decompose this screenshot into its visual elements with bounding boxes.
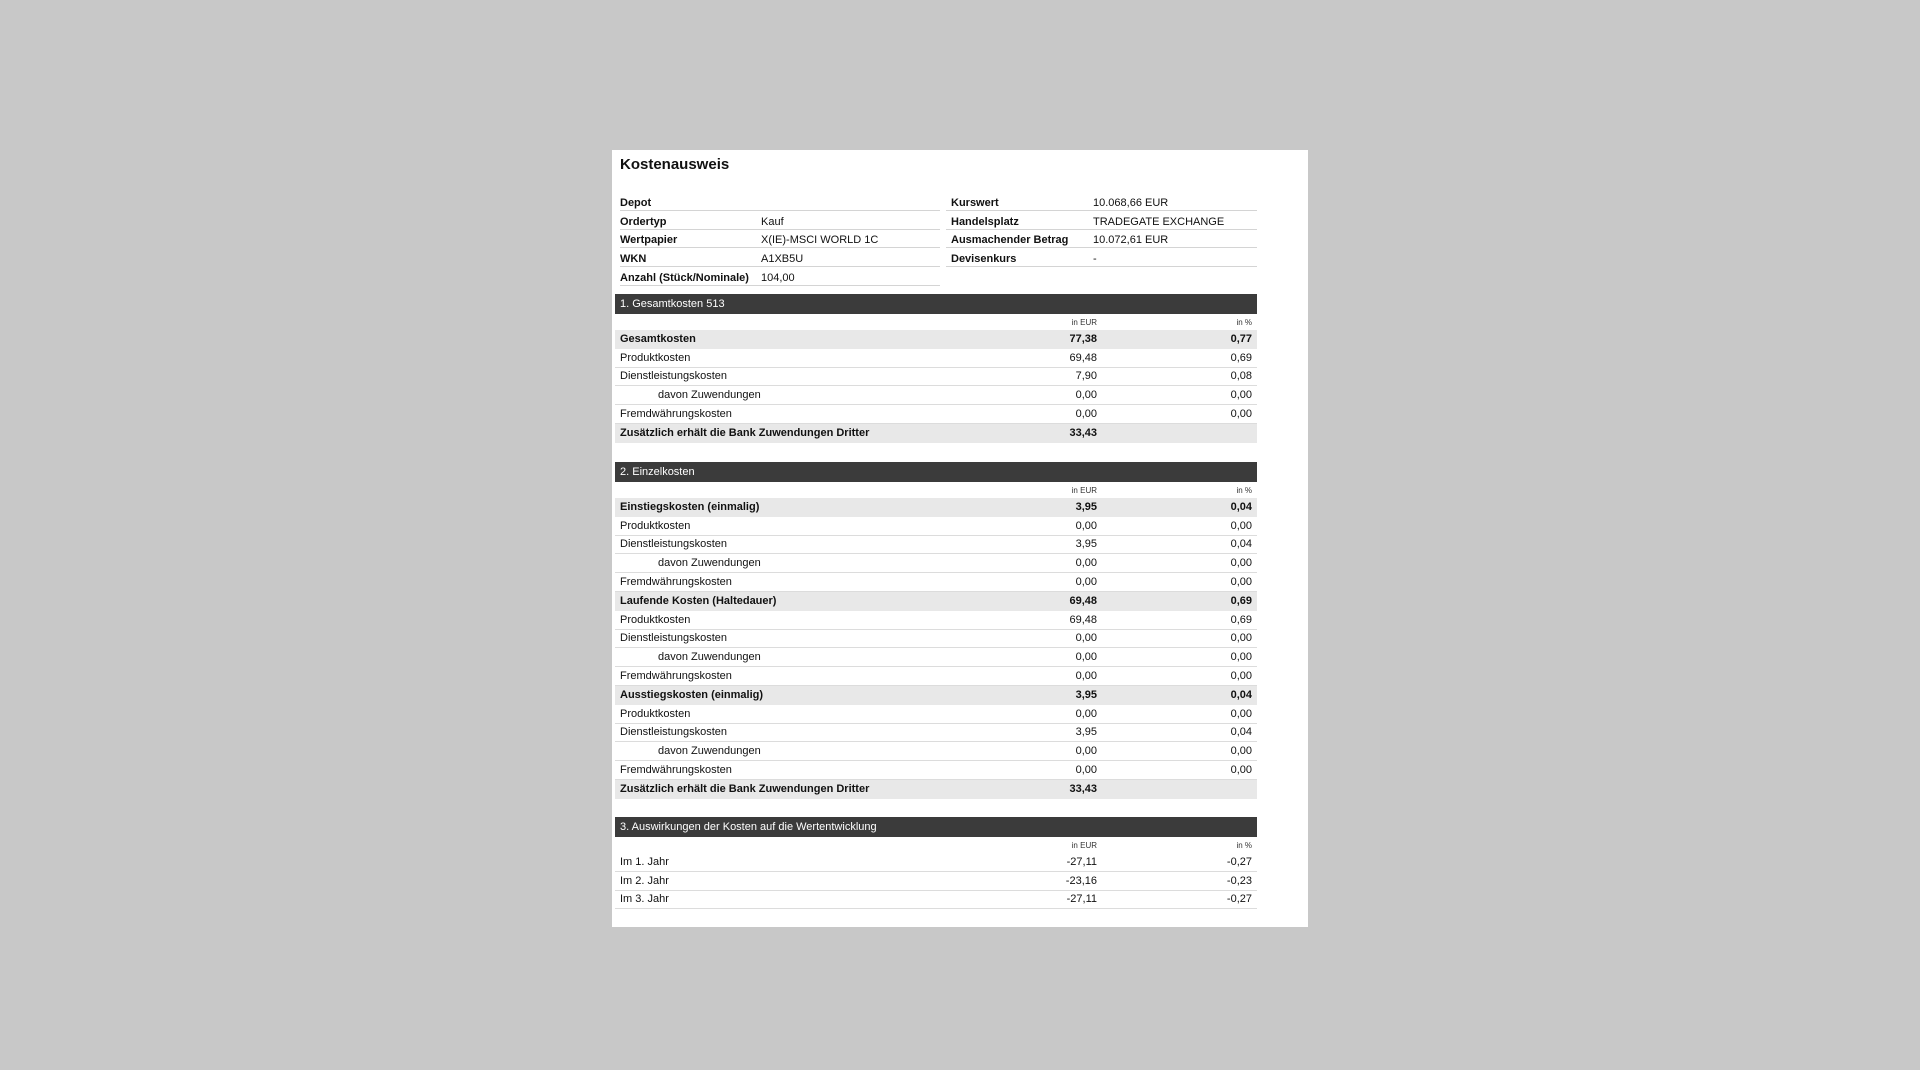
section-cost-impact: [615, 817, 1257, 909]
row-label: Fremdwährungskosten: [620, 408, 732, 421]
row-label: Fremdwährungskosten: [620, 576, 732, 589]
row-label: Im 1. Jahr: [620, 855, 669, 868]
value-eur: -27,11: [1066, 893, 1097, 906]
info-row: [946, 211, 1257, 230]
value-eur: 3,95: [1075, 688, 1097, 701]
unit-pct: in %: [1236, 840, 1252, 850]
table-row: [615, 742, 1257, 761]
unit-eur: in EUR: [1071, 485, 1097, 495]
row-label: Zusätzlich erhält die Bank Zuwendungen Dritter: [620, 782, 870, 795]
table-row: [615, 630, 1257, 649]
value-eur: 77,38: [1069, 332, 1097, 345]
info-value: A1XB5U: [761, 253, 804, 266]
info-row: [620, 248, 940, 267]
info-label: Kurswert: [951, 196, 999, 209]
value-pct: 0,00: [1230, 576, 1252, 589]
table-row: [615, 349, 1257, 368]
value-pct: 0,00: [1230, 408, 1252, 421]
value-pct: 0,00: [1230, 707, 1252, 720]
value-pct: 0,00: [1230, 745, 1252, 758]
order-info-left: [620, 192, 940, 286]
value-eur: 3,95: [1075, 500, 1097, 513]
value-eur: 0,00: [1075, 519, 1097, 532]
info-label: Anzahl (Stück/Nominale): [620, 271, 749, 284]
value-eur: 0,00: [1075, 670, 1097, 683]
table-row: [615, 536, 1257, 555]
info-row: [946, 248, 1257, 267]
row-label: Produktkosten: [620, 519, 691, 532]
row-label: davon Zuwendungen: [658, 557, 761, 570]
value-pct: 0,00: [1230, 670, 1252, 683]
info-row: [620, 192, 940, 211]
row-label: Laufende Kosten (Haltedauer): [620, 594, 777, 607]
table-row: [615, 891, 1257, 910]
page-title: Kostenausweis: [620, 156, 730, 173]
value-pct: 0,69: [1230, 613, 1252, 626]
cost-statement-page: [612, 150, 1308, 927]
section-header: 1. Gesamtkosten 513: [615, 294, 1257, 314]
value-pct: -0,23: [1226, 874, 1252, 887]
section-total-costs: [615, 294, 1257, 443]
info-value: Kauf: [761, 215, 784, 228]
info-label: Ordertyp: [620, 215, 667, 228]
value-eur: 7,90: [1075, 370, 1097, 383]
value-eur: 0,00: [1075, 745, 1097, 758]
value-pct: 0,00: [1230, 389, 1252, 402]
value-pct: 0,00: [1230, 764, 1252, 777]
value-pct: 0,00: [1230, 651, 1252, 664]
unit-eur: in EUR: [1071, 840, 1097, 850]
unit-eur: in EUR: [1071, 317, 1097, 327]
row-label: Gesamtkosten: [620, 332, 696, 345]
value-eur: -27,11: [1066, 855, 1097, 868]
info-label: WKN: [620, 253, 647, 266]
info-label: Ausmachender Betrag: [951, 234, 1069, 247]
table-row: [615, 853, 1257, 872]
value-pct: 0,00: [1230, 519, 1252, 532]
row-label: Einstiegskosten (einmalig): [620, 500, 760, 513]
row-label: Dienstleistungskosten: [620, 632, 728, 645]
row-label: Dienstleistungskosten: [620, 538, 728, 551]
row-label: davon Zuwendungen: [658, 389, 761, 402]
value-pct: 0,04: [1230, 688, 1252, 701]
value-pct: 0,04: [1230, 538, 1252, 551]
row-label: Produktkosten: [620, 613, 691, 626]
unit-pct: in %: [1236, 317, 1252, 327]
table-row: [615, 405, 1257, 424]
table-row: [615, 386, 1257, 405]
info-value: X(IE)-MSCI WORLD 1C: [761, 234, 879, 247]
value-eur: 0,00: [1075, 576, 1097, 589]
table-row: [615, 554, 1257, 573]
row-label: Produktkosten: [620, 707, 691, 720]
row-label: davon Zuwendungen: [658, 651, 761, 664]
value-eur: 33,43: [1069, 426, 1097, 439]
value-pct: 0,77: [1230, 332, 1252, 345]
info-value: 10.068,66 EUR: [1093, 196, 1169, 209]
table-row: [615, 872, 1257, 891]
table-row: [615, 648, 1257, 667]
table-row: [615, 368, 1257, 387]
table-row: [615, 611, 1257, 630]
unit-row: [615, 482, 1257, 498]
value-eur: 0,00: [1075, 651, 1097, 664]
info-label: Wertpapier: [620, 234, 678, 247]
value-eur: 0,00: [1075, 707, 1097, 720]
row-label: Zusätzlich erhält die Bank Zuwendungen Dritter: [620, 426, 870, 439]
info-value: -: [1093, 253, 1097, 266]
value-pct: -0,27: [1226, 855, 1252, 868]
table-row: [615, 686, 1257, 705]
value-eur: 69,48: [1069, 613, 1097, 626]
value-eur: 3,95: [1075, 538, 1097, 551]
section-header: 3. Auswirkungen der Kosten auf die Wertentwicklung: [615, 817, 1257, 837]
value-eur: 0,00: [1075, 389, 1097, 402]
value-pct: 0,00: [1230, 557, 1252, 570]
value-eur: 0,00: [1075, 632, 1097, 645]
value-pct: 0,04: [1230, 726, 1252, 739]
unit-pct: in %: [1236, 485, 1252, 495]
table-row: [615, 573, 1257, 592]
order-info-right: [946, 192, 1257, 267]
value-eur: -23,16: [1065, 874, 1097, 887]
row-label: Fremdwährungskosten: [620, 670, 732, 683]
info-value: 10.072,61 EUR: [1093, 234, 1169, 247]
section-single-costs: [615, 462, 1257, 799]
value-eur: 69,48: [1069, 351, 1097, 364]
value-eur: 33,43: [1069, 782, 1097, 795]
row-label: davon Zuwendungen: [658, 745, 761, 758]
table-row: [615, 780, 1257, 799]
value-pct: 0,69: [1230, 351, 1252, 364]
table-row: [615, 592, 1257, 611]
value-pct: 0,04: [1230, 500, 1252, 513]
info-row: [946, 230, 1257, 249]
info-row: [620, 267, 940, 286]
table-row: [615, 667, 1257, 686]
info-row: [620, 211, 940, 230]
table-row: [615, 330, 1257, 349]
value-pct: 0,08: [1230, 370, 1252, 383]
row-label: Fremdwährungskosten: [620, 764, 732, 777]
row-label: Dienstleistungskosten: [620, 726, 728, 739]
value-pct: 0,00: [1230, 632, 1252, 645]
row-label: Ausstiegskosten (einmalig): [620, 688, 764, 701]
info-label: Handelsplatz: [951, 215, 1019, 228]
table-row: [615, 517, 1257, 536]
value-eur: 0,00: [1075, 557, 1097, 570]
unit-row: [615, 314, 1257, 330]
unit-row: [615, 837, 1257, 853]
value-eur: 3,95: [1075, 726, 1097, 739]
row-label: Im 2. Jahr: [620, 874, 669, 887]
info-value: 104,00: [761, 271, 795, 284]
value-pct: 0,69: [1230, 594, 1252, 607]
table-row: [615, 424, 1257, 443]
row-label: Produktkosten: [620, 351, 691, 364]
value-eur: 69,48: [1069, 594, 1097, 607]
row-label: Im 3. Jahr: [620, 893, 669, 906]
table-row: [615, 705, 1257, 724]
value-pct: -0,27: [1226, 893, 1252, 906]
info-label: Depot: [620, 196, 652, 209]
row-label: Dienstleistungskosten: [620, 370, 728, 383]
section-header: 2. Einzelkosten: [615, 462, 1257, 482]
info-label: Devisenkurs: [951, 253, 1017, 266]
table-row: [615, 724, 1257, 743]
value-eur: 0,00: [1075, 408, 1097, 421]
info-value: TRADEGATE EXCHANGE: [1093, 215, 1225, 228]
value-eur: 0,00: [1075, 764, 1097, 777]
info-row: [946, 192, 1257, 211]
table-row: [615, 498, 1257, 517]
info-row: [620, 230, 940, 249]
table-row: [615, 761, 1257, 780]
